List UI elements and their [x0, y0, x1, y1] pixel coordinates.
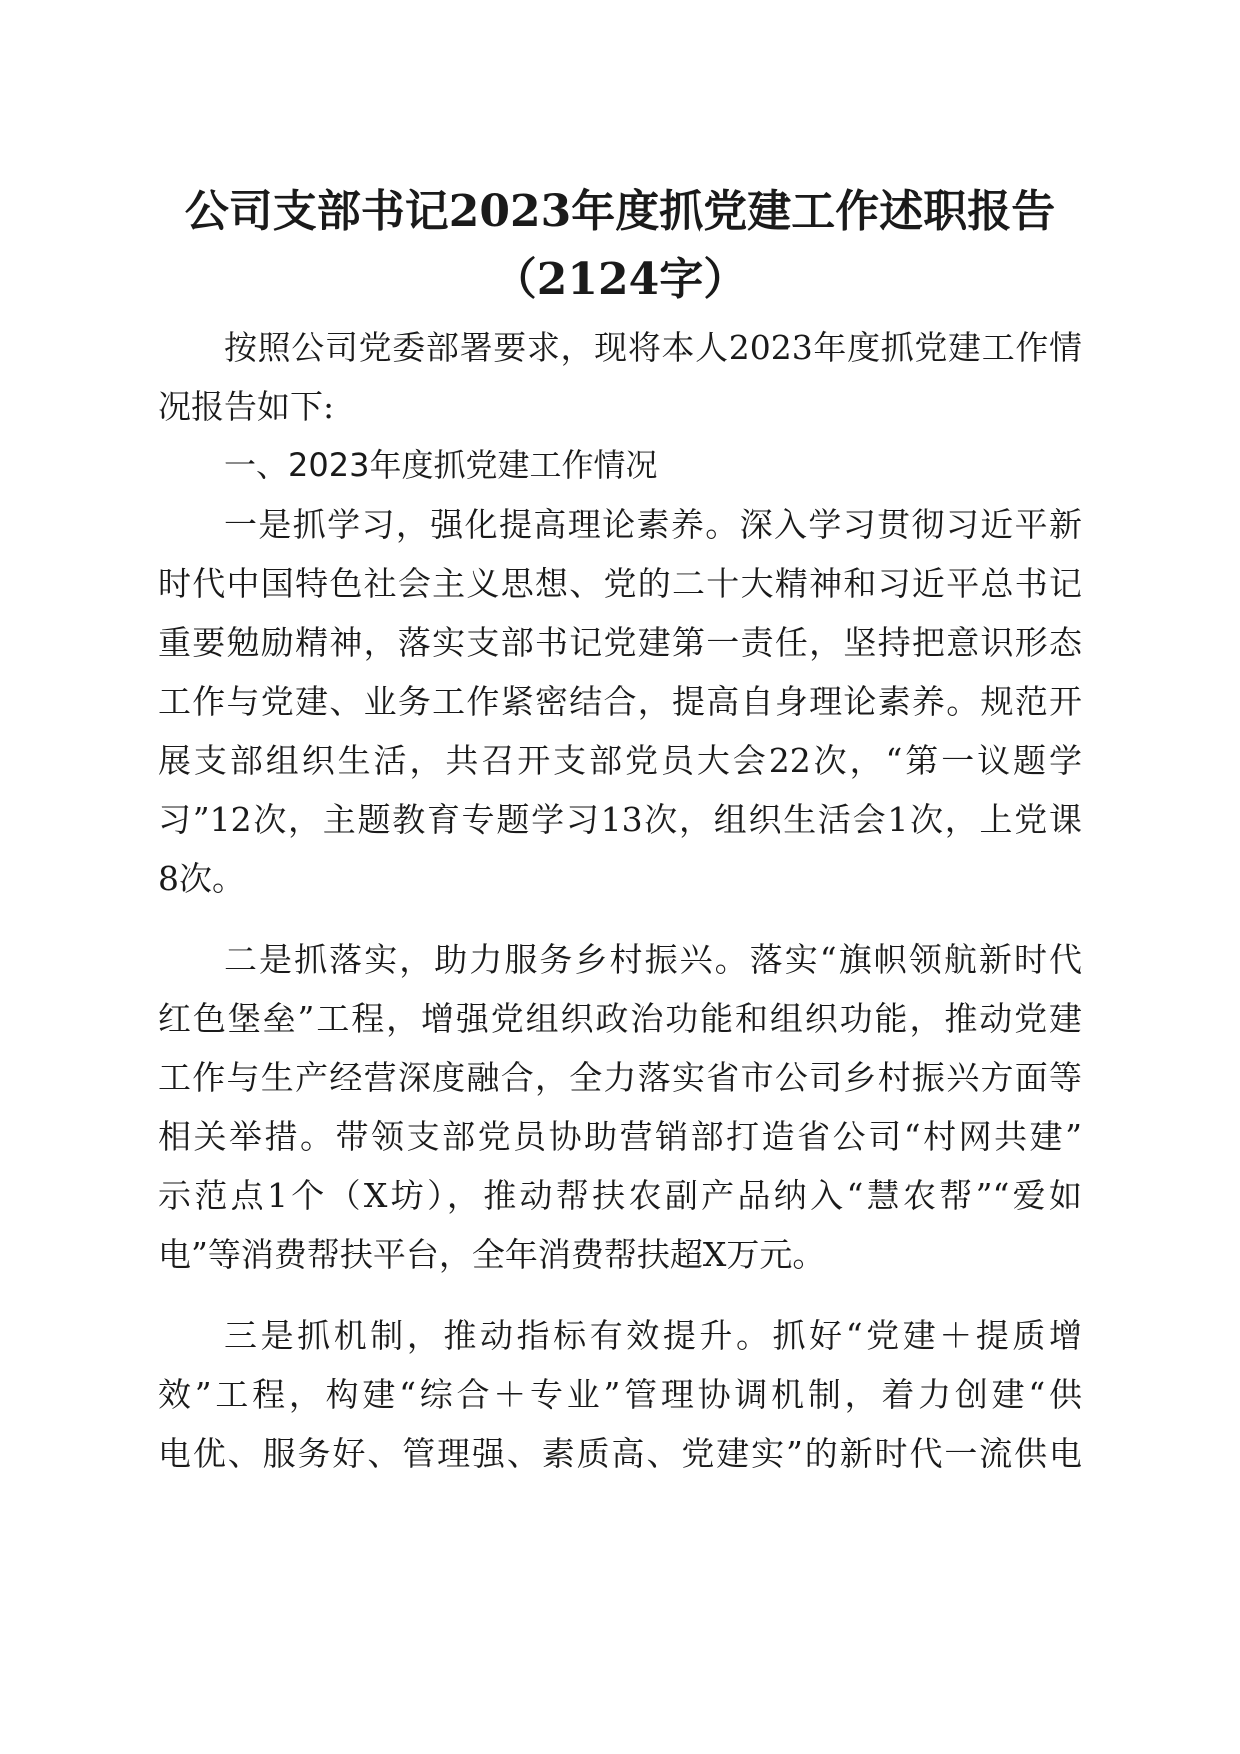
section-heading-paragraph	[158, 436, 1082, 495]
paragraph-study	[158, 495, 1082, 908]
paragraph-implementation	[158, 930, 1082, 1284]
text-line: 电优、服务好、管理强、素质高、党建实”的新时代一流供电	[158, 1434, 1082, 1473]
document-title	[100, 178, 1140, 314]
text-line: 按照公司党委部署要求，现将本人2023年度抓党建工作情	[224, 328, 1082, 367]
text-line: 展支部组织生活，共召开支部党员大会22次，“第一议题学	[158, 741, 1082, 780]
text-line: 习”12次，主题教育专题学习13次，组织生活会1次，上党课	[158, 800, 1082, 839]
text-line: 效”工程，构建“综合＋专业”管理协调机制，着力创建“供	[158, 1375, 1082, 1414]
text-line: 工作与党建、业务工作紧密结合，提高自身理论素养。规范开	[158, 682, 1082, 721]
paragraph-mechanism	[158, 1306, 1082, 1483]
text-line: 时代中国特色社会主义思想、党的二十大精神和习近平总书记	[158, 564, 1082, 603]
section-heading: 一、2023年度抓党建工作情况	[224, 446, 658, 484]
text-line: 相关举措。带领支部党员协助营销部打造省公司“村网共建”	[158, 1117, 1082, 1156]
text-line: 三是抓机制，推动指标有效提升。抓好“党建＋提质增	[224, 1316, 1082, 1355]
text-line: 8次。	[158, 859, 245, 898]
document-body	[158, 318, 1082, 1483]
paragraph-gap	[158, 1284, 1082, 1306]
text-line: 一是抓学习，强化提高理论素养。深入学习贯彻习近平新	[224, 505, 1082, 544]
text-line: 电”等消费帮扶平台，全年消费帮扶超X万元。	[158, 1235, 826, 1274]
text-line: 工作与生产经营深度融合，全力落实省市公司乡村振兴方面等	[158, 1058, 1082, 1097]
text-line: 二是抓落实，助力服务乡村振兴。落实“旗帜领航新时代	[224, 940, 1082, 979]
text-line: 重要勉励精神，落实支部书记党建第一责任，坚持把意识形态	[158, 623, 1082, 662]
title-line-main: 公司支部书记2023年度抓党建工作述职报告	[184, 186, 1056, 237]
paragraph-gap	[158, 908, 1082, 930]
text-line: 况报告如下:	[158, 387, 335, 426]
intro-paragraph	[158, 318, 1082, 436]
text-line: 红色堡垒”工程，增强党组织政治功能和组织功能，推动党建	[158, 999, 1082, 1038]
title-line-word-count: （2124字）	[492, 254, 748, 305]
text-line: 示范点1个（X坊），推动帮扶农副产品纳入“慧农帮”“爱如	[158, 1176, 1082, 1215]
